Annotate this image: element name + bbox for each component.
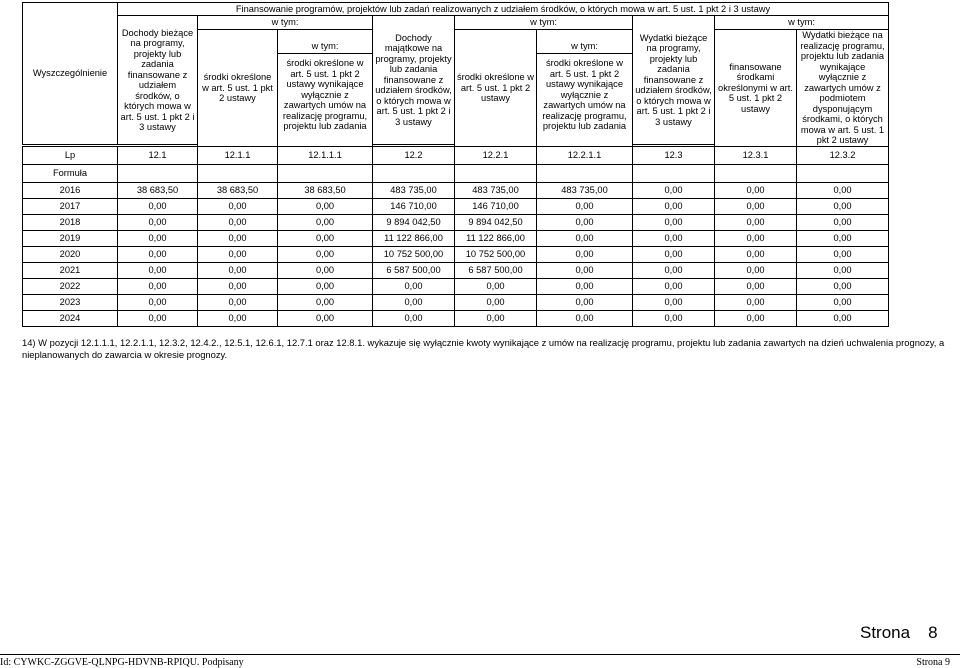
lp-cell: 12.2.1 xyxy=(455,146,537,164)
value-cell: 6 587 500,00 xyxy=(373,262,455,278)
wtym-12-2-1: w tym: xyxy=(537,40,632,54)
table-row xyxy=(23,294,889,310)
h-12-1-1-group xyxy=(278,30,373,147)
value-cell: 146 710,00 xyxy=(373,198,455,214)
lp-row xyxy=(23,146,889,164)
lp-label: Lp xyxy=(23,146,118,164)
value-cell: 38 683,50 xyxy=(278,182,373,198)
formula-cell xyxy=(715,164,797,182)
value-cell: 0,00 xyxy=(715,246,797,262)
value-cell: 483 735,00 xyxy=(373,182,455,198)
value-cell: 0,00 xyxy=(633,294,715,310)
wtym-12-1: w tym: xyxy=(198,16,373,30)
value-cell: 0,00 xyxy=(797,246,889,262)
value-cell: 10 752 500,00 xyxy=(455,246,537,262)
value-cell: 0,00 xyxy=(278,198,373,214)
value-cell: 0,00 xyxy=(455,294,537,310)
value-cell: 0,00 xyxy=(537,230,633,246)
value-cell: 0,00 xyxy=(715,198,797,214)
value-cell: 0,00 xyxy=(797,214,889,230)
value-cell: 0,00 xyxy=(633,262,715,278)
value-cell: 0,00 xyxy=(633,182,715,198)
value-cell: 0,00 xyxy=(118,230,198,246)
value-cell: 0,00 xyxy=(797,310,889,326)
year-cell: 2022 xyxy=(23,278,118,294)
h-12-2: Dochody majątkowe na programy, projekty lub zadania finansowane z udziałem środków, o których mowa w art. 5 ust. 1 pkt 2 i 3 ustawy xyxy=(373,16,455,145)
footer-page: Strona 9 xyxy=(916,657,950,668)
value-cell: 0,00 xyxy=(715,294,797,310)
lp-cell: 12.1.1.1 xyxy=(278,146,373,164)
year-cell: 2021 xyxy=(23,262,118,278)
formula-cell xyxy=(797,164,889,182)
value-cell: 9 894 042,50 xyxy=(455,214,537,230)
value-cell: 0,00 xyxy=(537,294,633,310)
year-cell: 2017 xyxy=(23,198,118,214)
value-cell: 483 735,00 xyxy=(455,182,537,198)
lp-cell: 12.2.1.1 xyxy=(537,146,633,164)
table-row xyxy=(23,246,889,262)
wtym-12-3: w tym: xyxy=(715,16,889,30)
value-cell: 0,00 xyxy=(278,294,373,310)
value-cell: 0,00 xyxy=(118,246,198,262)
table-row xyxy=(23,278,889,294)
value-cell: 0,00 xyxy=(118,310,198,326)
value-cell: 0,00 xyxy=(633,198,715,214)
value-cell: 0,00 xyxy=(455,310,537,326)
page-word: Strona xyxy=(860,623,911,642)
value-cell: 0,00 xyxy=(633,246,715,262)
year-cell: 2018 xyxy=(23,214,118,230)
value-cell: 0,00 xyxy=(373,294,455,310)
value-cell: 0,00 xyxy=(797,294,889,310)
value-cell: 0,00 xyxy=(797,262,889,278)
value-cell: 0,00 xyxy=(715,310,797,326)
value-cell: 0,00 xyxy=(715,278,797,294)
value-cell: 146 710,00 xyxy=(455,198,537,214)
value-cell: 0,00 xyxy=(455,278,537,294)
formula-label: Formuła xyxy=(23,164,118,182)
value-cell: 0,00 xyxy=(797,182,889,198)
wtym-12-1-1: w tym: xyxy=(278,40,372,54)
value-cell: 0,00 xyxy=(797,230,889,246)
year-cell: 2016 xyxy=(23,182,118,198)
lp-cell: 12.3.1 xyxy=(715,146,797,164)
h-12-1-1-1: środki określone w art. 5 ust. 1 pkt 2 ustawy wynikające wyłącznie z zawartych umów na realizację programu, projektu lub zadania xyxy=(282,58,368,131)
value-cell: 0,00 xyxy=(278,230,373,246)
table-row xyxy=(23,230,889,246)
formula-cell xyxy=(198,164,278,182)
value-cell: 9 894 042,50 xyxy=(373,214,455,230)
formula-cell xyxy=(455,164,537,182)
page-indicator xyxy=(860,623,938,643)
document-footer xyxy=(0,654,960,668)
table-row xyxy=(23,182,889,198)
value-cell: 0,00 xyxy=(198,310,278,326)
value-cell: 0,00 xyxy=(278,278,373,294)
value-cell: 0,00 xyxy=(198,214,278,230)
value-cell: 0,00 xyxy=(537,246,633,262)
formula-row xyxy=(23,164,889,182)
footnote-14: 14) W pozycji 12.1.1.1, 12.2.1.1, 12.3.2, 12.4.2., 12.5.1, 12.6.1, 12.7.1 oraz 12.8.1. wykazuje się wyłącznie kwoty wynikające z umów na realizację programu, projektu lub zadania zawartych na dzień uchwalenia prognozy, a nieplanowanych do zawarcia w okresie prognozy. xyxy=(22,337,945,360)
value-cell: 0,00 xyxy=(633,278,715,294)
page-number: 8 xyxy=(928,623,938,642)
value-cell: 38 683,50 xyxy=(198,182,278,198)
value-cell: 0,00 xyxy=(537,278,633,294)
value-cell: 0,00 xyxy=(198,198,278,214)
value-cell: 11 122 866,00 xyxy=(455,230,537,246)
value-cell: 0,00 xyxy=(198,262,278,278)
value-cell: 10 752 500,00 xyxy=(373,246,455,262)
table-row xyxy=(23,198,889,214)
value-cell: 0,00 xyxy=(278,262,373,278)
value-cell: 0,00 xyxy=(633,230,715,246)
value-cell: 0,00 xyxy=(118,294,198,310)
value-cell: 0,00 xyxy=(198,230,278,246)
value-cell: 0,00 xyxy=(373,310,455,326)
year-cell: 2024 xyxy=(23,310,118,326)
value-cell: 0,00 xyxy=(118,198,198,214)
value-cell: 0,00 xyxy=(633,214,715,230)
value-cell: 0,00 xyxy=(537,262,633,278)
lp-cell: 12.3 xyxy=(633,146,715,164)
year-cell: 2023 xyxy=(23,294,118,310)
value-cell: 11 122 866,00 xyxy=(373,230,455,246)
formula-cell xyxy=(537,164,633,182)
formula-cell xyxy=(633,164,715,182)
h-12-1-1: środki określone w art. 5 ust. 1 pkt 2 ustawy xyxy=(198,30,278,147)
value-cell: 0,00 xyxy=(278,246,373,262)
value-cell: 6 587 500,00 xyxy=(455,262,537,278)
financing-table xyxy=(22,2,889,327)
lp-cell: 12.2 xyxy=(373,146,455,164)
value-cell: 0,00 xyxy=(373,278,455,294)
year-rows xyxy=(23,182,889,326)
formula-cell xyxy=(118,164,198,182)
value-cell: 0,00 xyxy=(715,182,797,198)
value-cell: 0,00 xyxy=(198,278,278,294)
h-12-3-2: Wydatki bieżące na realizację programu, projektu lub zadania wynikające wyłącznie z zawartych umów z podmiotem dysponującym środkami, o których mowa w art. 5 ust. 1 pkt 2 ustawy xyxy=(797,30,889,147)
value-cell: 0,00 xyxy=(633,310,715,326)
table-caption: Finansowanie programów, projektów lub zadań realizowanych z udziałem środków, o których mowa w art. 5 ust. 1 pkt 2 i 3 ustawy xyxy=(118,3,889,16)
value-cell: 0,00 xyxy=(715,230,797,246)
h-12-2-1: środki określone w art. 5 ust. 1 pkt 2 ustawy xyxy=(455,30,537,147)
value-cell: 0,00 xyxy=(198,246,278,262)
value-cell: 0,00 xyxy=(198,294,278,310)
h-12-3-1: finansowane środkami określonymi w art. 5 ust. 1 pkt 2 ustawy xyxy=(715,30,797,147)
value-cell: 38 683,50 xyxy=(118,182,198,198)
value-cell: 0,00 xyxy=(278,310,373,326)
h-12-2-1-group xyxy=(537,30,633,147)
value-cell: 0,00 xyxy=(118,262,198,278)
value-cell: 0,00 xyxy=(278,214,373,230)
value-cell: 0,00 xyxy=(118,278,198,294)
year-cell: 2019 xyxy=(23,230,118,246)
document-id: Id: CYWKC-ZGGVE-QLNPG-HDVNB-RPIQU. Podpisany xyxy=(0,657,244,668)
value-cell: 0,00 xyxy=(537,214,633,230)
table-row xyxy=(23,214,889,230)
h-12-1: Dochody bieżące na programy, projekty lub zadania finansowane z udziałem środków, o których mowa w art. 5 ust. 1 pkt 2 i 3 ustawy xyxy=(118,16,198,145)
value-cell: 0,00 xyxy=(715,262,797,278)
h-12-2-1-1: środki określone w art. 5 ust. 1 pkt 2 ustawy wynikające wyłącznie z zawartych umów na realizację programu, projektu lub zadania xyxy=(542,58,627,131)
lp-cell: 12.3.2 xyxy=(797,146,889,164)
value-cell: 0,00 xyxy=(537,310,633,326)
wtym-12-2: w tym: xyxy=(455,16,633,30)
value-cell: 0,00 xyxy=(118,214,198,230)
lp-cell: 12.1.1 xyxy=(198,146,278,164)
table-row xyxy=(23,262,889,278)
value-cell: 0,00 xyxy=(537,198,633,214)
value-cell: 0,00 xyxy=(715,214,797,230)
col-header-cell: Wyszczególnienie xyxy=(23,3,118,145)
formula-cell xyxy=(373,164,455,182)
formula-cell xyxy=(278,164,373,182)
value-cell: 0,00 xyxy=(797,278,889,294)
year-cell: 2020 xyxy=(23,246,118,262)
lp-cell: 12.1 xyxy=(118,146,198,164)
value-cell: 483 735,00 xyxy=(537,182,633,198)
table-row xyxy=(23,310,889,326)
value-cell: 0,00 xyxy=(797,198,889,214)
h-12-3: Wydatki bieżące na programy, projekty lub zadania finansowane z udziałem środków, o których mowa w art. 5 ust. 1 pkt 2 i 3 ustawy xyxy=(633,16,715,145)
